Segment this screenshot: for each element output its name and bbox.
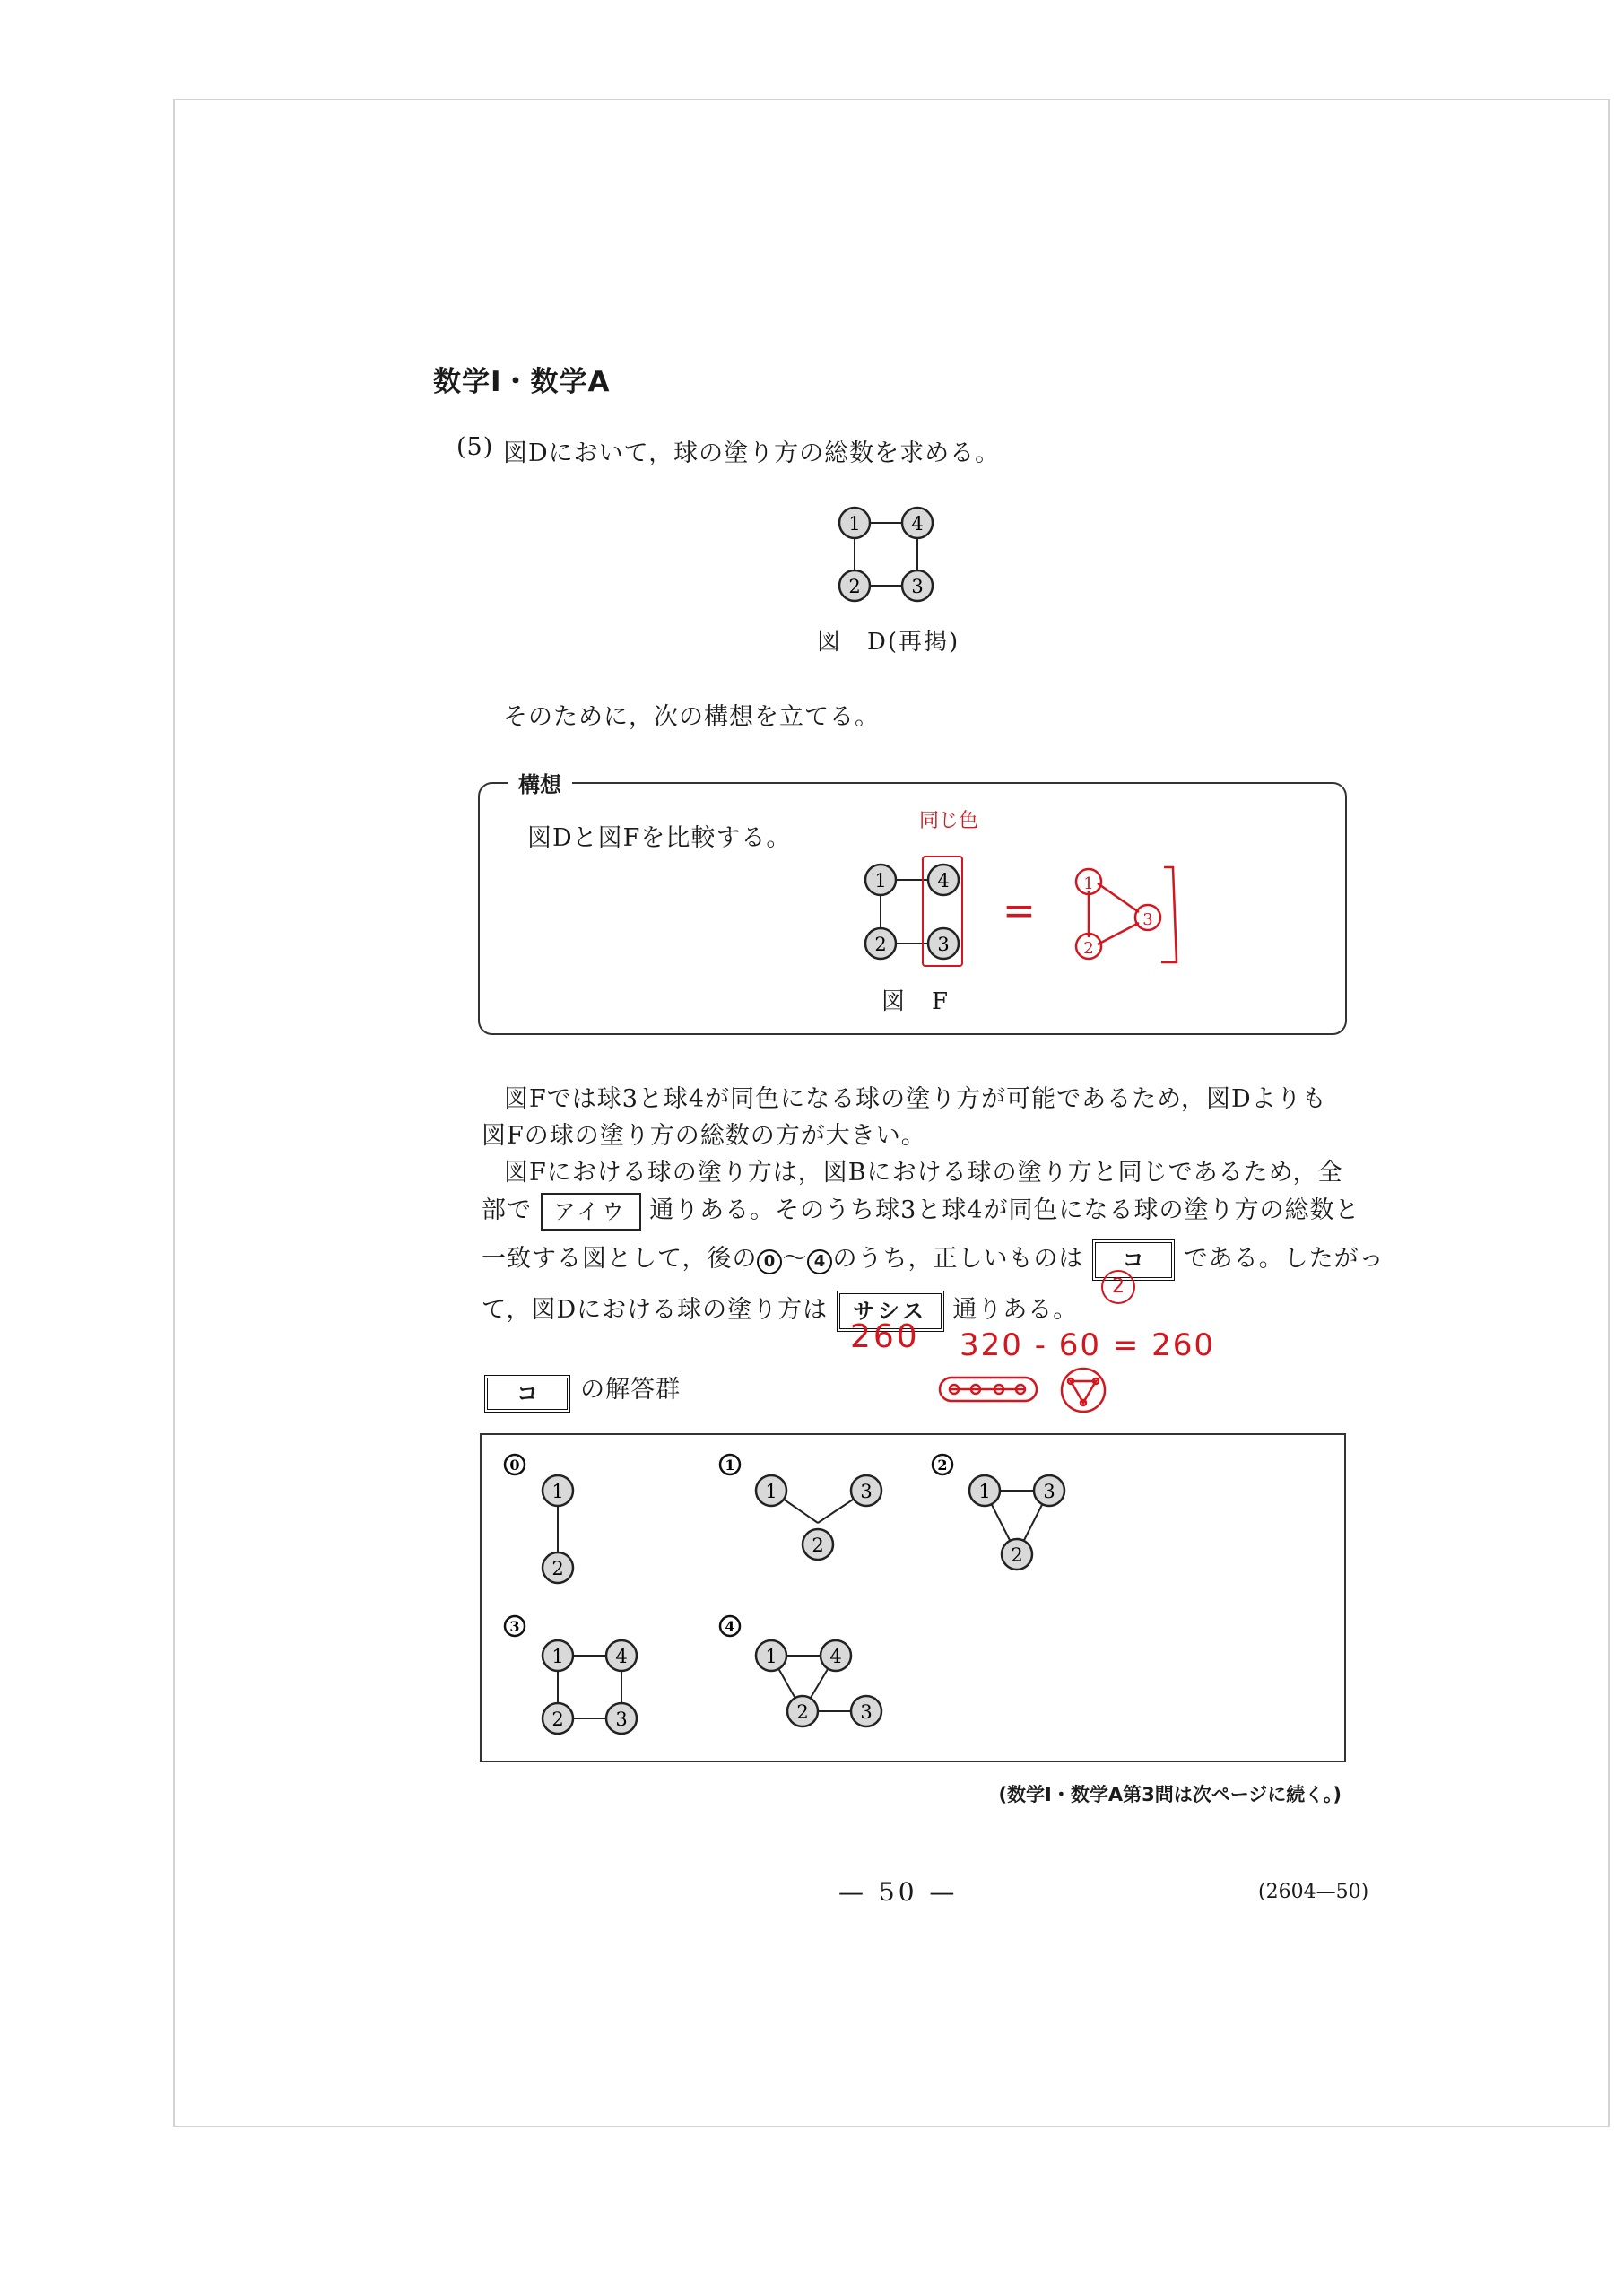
continuation-note: (数学Ⅰ・数学A第3問は次ページに続く。)	[998, 1784, 1342, 1805]
ball-3-node	[902, 570, 933, 601]
figure-f-caption: 図 F	[881, 988, 951, 1015]
choice-range-start-icon: 0	[757, 1249, 782, 1274]
page-number: — 50 —	[838, 1877, 959, 1907]
svg-text:1: 1	[1083, 874, 1094, 893]
paragraph-2-line-4: て，図Dにおける球の塗り方は サシス 通りある。	[482, 1290, 1078, 1332]
figure-d	[828, 498, 944, 614]
answer-box-sashisu[interactable]: サシス	[837, 1291, 944, 1332]
svg-text:2: 2	[551, 1558, 564, 1579]
handwritten-sashisu-answer: 260	[850, 1318, 920, 1355]
question-number: (5)	[456, 433, 494, 461]
svg-text:1: 1	[848, 513, 861, 535]
choice-node-numbers	[551, 1481, 1055, 1730]
svg-text:2: 2	[812, 1535, 824, 1556]
handwritten-equals: =	[1003, 888, 1036, 934]
svg-text:2: 2	[874, 934, 887, 955]
svg-text:3: 3	[911, 576, 924, 597]
svg-text:0: 0	[509, 1457, 520, 1474]
paragraph-1-line-2: 図Fの球の塗り方の総数の方が大きい。	[482, 1122, 926, 1150]
svg-text:2: 2	[848, 576, 861, 597]
ko-choices-heading: コ の解答群	[484, 1370, 681, 1413]
answer-box-ko[interactable]: コ	[1092, 1239, 1175, 1281]
svg-text:3: 3	[1142, 910, 1153, 929]
ball-2-node	[839, 570, 870, 601]
svg-text:2: 2	[551, 1709, 564, 1730]
kousou-text: 図Dと図Fを比較する。	[527, 824, 792, 852]
answer-box-aiu[interactable]: アイウ	[541, 1193, 641, 1231]
handwritten-ko-answer: 2	[1101, 1270, 1135, 1304]
svg-text:1: 1	[765, 1481, 777, 1502]
handwritten-same-color-note: 同じ色	[919, 810, 979, 832]
svg-text:4: 4	[911, 513, 924, 535]
svg-text:1: 1	[551, 1481, 564, 1502]
svg-text:1: 1	[978, 1481, 991, 1502]
question-prompt: 図Dにおいて，球の塗り方の総数を求める。	[503, 439, 1001, 467]
ball-4-node	[928, 865, 959, 895]
svg-text:3: 3	[615, 1709, 628, 1730]
choice-2-label	[933, 1455, 952, 1474]
svg-text:1: 1	[725, 1457, 735, 1474]
svg-text:2: 2	[1011, 1544, 1023, 1566]
svg-text:2: 2	[796, 1701, 809, 1723]
svg-text:4: 4	[829, 1646, 842, 1667]
svg-text:2: 2	[937, 1457, 948, 1474]
paragraph-2-line-2: 部で アイウ 通りある。そのうち球3と球4が同色になる球の塗り方の総数と	[482, 1190, 1360, 1231]
choice-range-end-icon: 4	[807, 1249, 832, 1274]
ball-1-node	[865, 865, 896, 895]
paragraph-2-line-1: 図Fにおける球の塗り方は，図Bにおける球の塗り方と同じであるため，全	[504, 1159, 1343, 1187]
handwritten-calculation: 320 - 60 = 260	[960, 1327, 1216, 1363]
svg-text:4: 4	[615, 1646, 628, 1667]
svg-text:4: 4	[725, 1618, 735, 1635]
handwritten-triangle-graph	[1058, 857, 1184, 973]
svg-text:3: 3	[509, 1618, 520, 1635]
choice-0-label	[505, 1455, 525, 1474]
paragraph-1-line-1: 図Fでは球3と球4が同色になる球の塗り方が可能であるため，図Dよりも	[504, 1085, 1327, 1113]
svg-text:2: 2	[1083, 939, 1094, 958]
figure-d-caption: 図 D(再掲)	[817, 629, 960, 656]
kousou-title: 構想	[508, 767, 572, 798]
ball-4-node	[902, 508, 933, 538]
ball-1-node	[839, 508, 870, 538]
svg-text:1: 1	[551, 1646, 564, 1667]
ko-label-box: コ	[484, 1375, 570, 1413]
svg-text:3: 3	[937, 934, 950, 955]
svg-text:3: 3	[860, 1481, 873, 1502]
choice-edges	[558, 1491, 1049, 1718]
ball-3-node	[928, 928, 959, 959]
handwritten-sketches	[933, 1363, 1112, 1417]
choice-4-label	[720, 1616, 740, 1636]
svg-text:4: 4	[937, 870, 950, 891]
svg-text:3: 3	[860, 1701, 873, 1723]
svg-text:3: 3	[1043, 1481, 1055, 1502]
figure-f	[852, 848, 977, 969]
svg-text:1: 1	[765, 1646, 777, 1667]
choice-1-label	[720, 1455, 740, 1474]
choice-graphs	[493, 1444, 1085, 1749]
choice-3-label	[505, 1616, 525, 1636]
page-code: (2604—50)	[1258, 1881, 1369, 1903]
ball-2-node	[865, 928, 896, 959]
paragraph-2-line-3: 一致する図として，後の 0 ～ 4 のうち，正しいものは コ である。したがっ	[482, 1239, 1385, 1281]
subject-title: 数学Ⅰ・数学A	[433, 366, 611, 398]
intro-text: そのために，次の構想を立てる。	[503, 703, 880, 731]
svg-text:1: 1	[874, 870, 887, 891]
